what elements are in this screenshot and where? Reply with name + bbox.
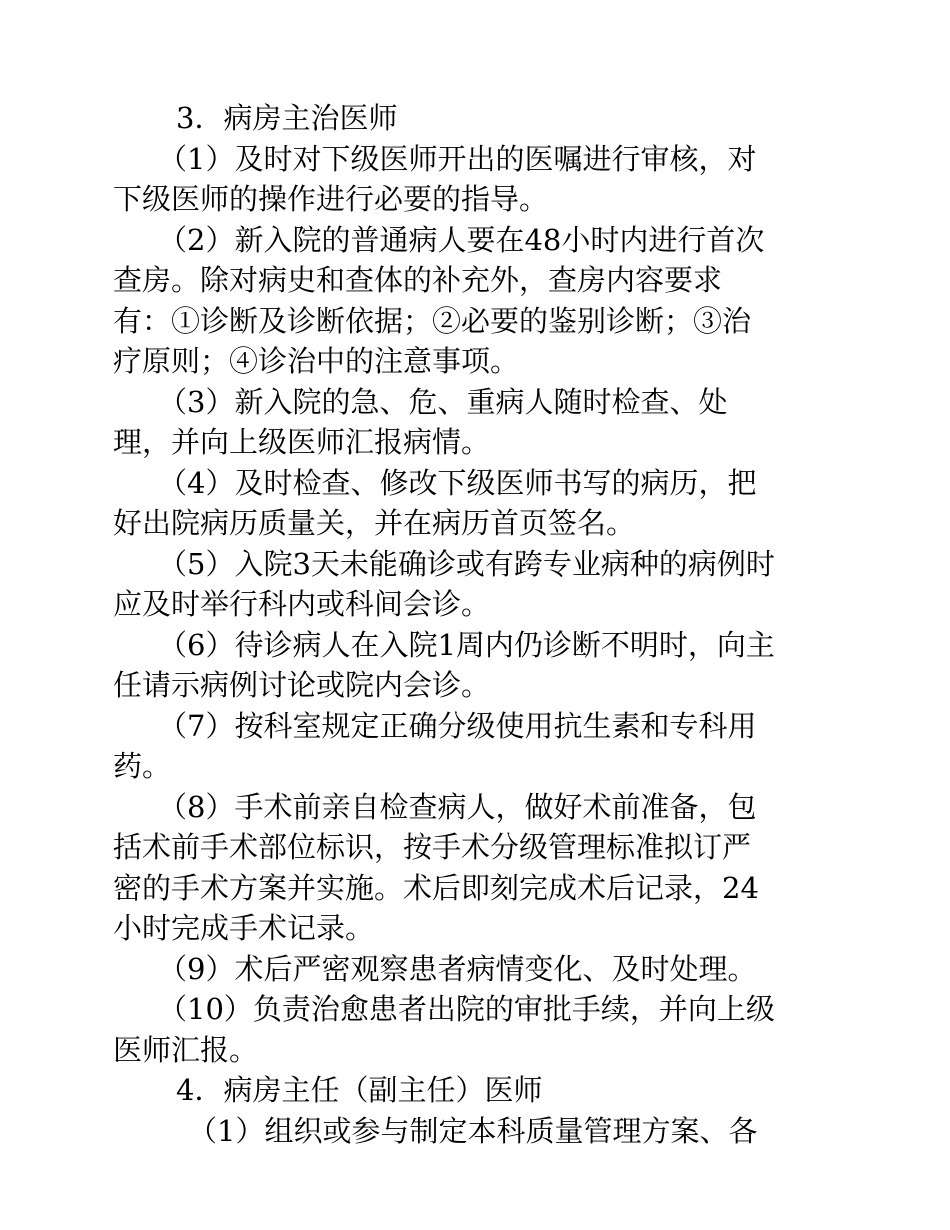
paragraph-line: （6）待诊病人在入院1周内仍诊断不明时，向主	[158, 627, 775, 662]
paragraph-line: 密的手术方案并实施。术后即刻完成术后记录，24	[113, 870, 759, 905]
paragraph-line: 疗原则；④诊治中的注意事项。	[113, 344, 520, 378]
paragraph-line: （9）术后严密观察患者病情变化、及时处理。	[158, 951, 757, 986]
section-heading-3: 3．病房主治医师	[176, 101, 398, 135]
paragraph-line: （8）手术前亲自检查病人，做好术前准备，包	[158, 789, 757, 824]
section-heading-4: 4．病房主任（副主任）医师	[176, 1073, 543, 1107]
paragraph-line: （2）新入院的普通病人要在48小时内进行首次	[158, 222, 765, 257]
document-body	[113, 98, 833, 1151]
paragraph-line: 下级医师的操作进行必要的指导。	[113, 182, 549, 216]
paragraph-line: （7）按科室规定正确分级使用抗生素和专科用	[158, 708, 757, 743]
paragraph-line: （1）组织或参与制定本科质量管理方案、各	[188, 1113, 758, 1148]
paragraph-line: （5）入院3天未能确诊或有跨专业病种的病例时	[158, 546, 775, 581]
paragraph-line: 括术前手术部位标识，按手术分级管理标准拟订严	[113, 830, 752, 864]
paragraph-line: （10）负责治愈患者出院的审批手续，并向上级	[158, 992, 775, 1026]
paragraph-line: 任请示病例讨论或院内会诊。	[113, 668, 491, 702]
paragraph-line: （4）及时检查、修改下级医师书写的病历，把	[158, 465, 757, 500]
paragraph-line: 好出院病历质量关，并在病历首页签名。	[113, 506, 636, 540]
paragraph-line: 小时完成手术记录。	[113, 911, 375, 945]
paragraph-line: 查房。除对病史和查体的补充外，查房内容要求	[113, 263, 723, 297]
paragraph-line: 有：①诊断及诊断依据；②必要的鉴别诊断；③治	[113, 303, 752, 338]
paragraph-line: 应及时举行科内或科间会诊。	[113, 587, 491, 621]
paragraph-line: 医师汇报。	[113, 1032, 259, 1067]
paragraph-line: 理，并向上级医师汇报病情。	[113, 425, 491, 459]
paragraph-line: 药。	[113, 749, 172, 783]
paragraph-line: （3）新入院的急、危、重病人随时检查、处	[158, 384, 728, 419]
paragraph-line: （1）及时对下级医师开出的医嘱进行审核，对	[158, 141, 757, 176]
